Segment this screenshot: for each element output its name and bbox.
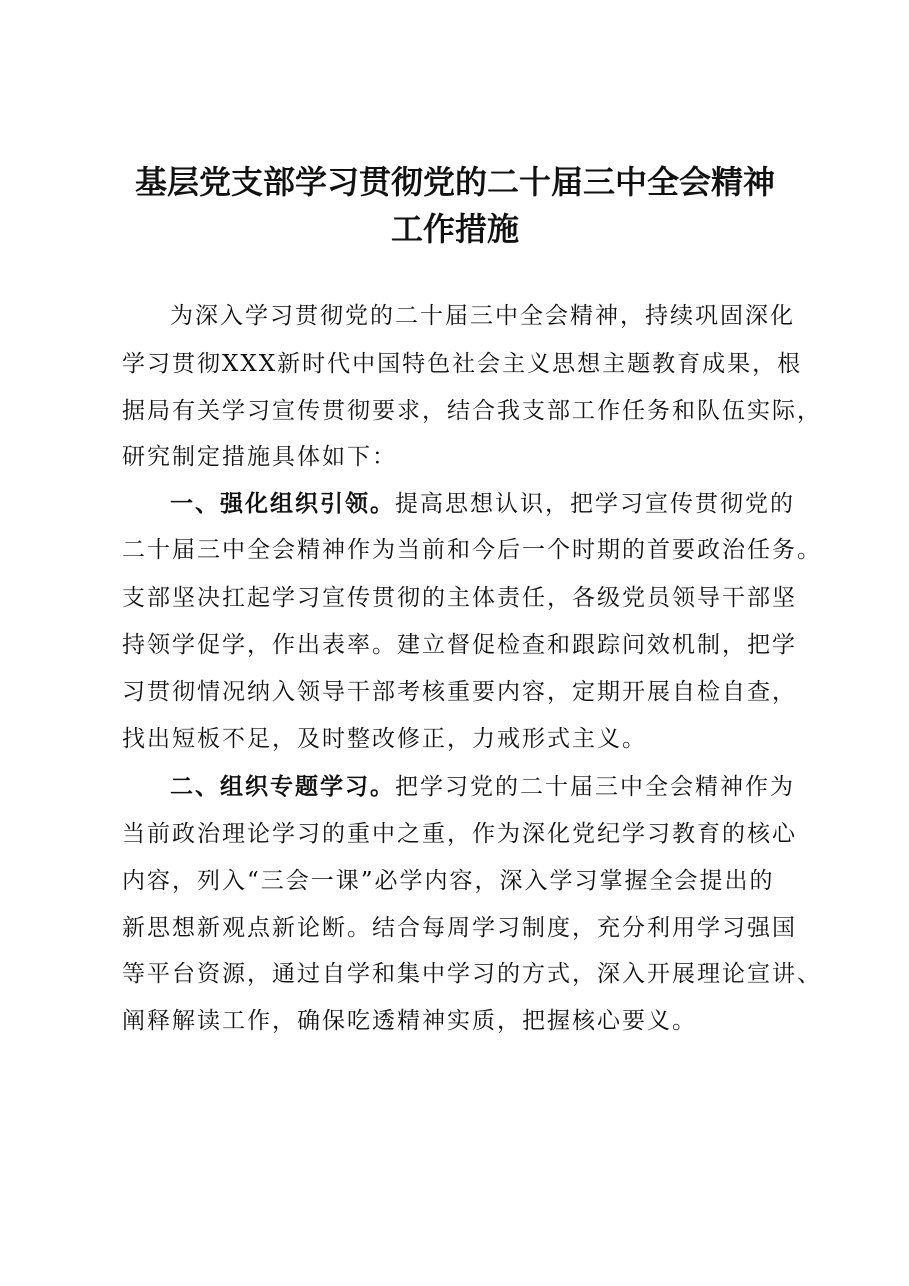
section1-line: 持领学促学，作出表率。建立督促检查和跟踪问效机制，把学 [122,632,797,658]
intro-line: 为深入学习贯彻党的二十届三中全会精神，持续巩固深化 [170,303,795,329]
section1-line: 习贯彻情况纳入领导干部考核重要内容，定期开展自检自查， [122,679,797,705]
section1-first-line [170,488,860,520]
document-title-line2: 工作措施 [390,210,519,248]
section1-line: 找出短板不足，及时整改修正，力戒形式主义。 [122,726,647,752]
section1-text: 提高思想认识，把学习宣传贯彻党的 [395,491,795,517]
section2-line: 内容，列入“三会一课”必学内容，深入学习掌握全会提出的 [122,868,775,894]
intro-line: 学习贯彻XXX新时代中国特色社会主义思想主题教育成果，根 [122,351,803,377]
section2-first-line [170,771,860,803]
section1-heading: 一、强化组织引领。 [170,491,395,517]
section2-heading: 二、组织专题学习。 [170,774,395,800]
section1-line: 支部坚决扛起学习宣传贯彻的主体责任，各级党员领导干部坚 [122,585,797,611]
section2-line: 阐释解读工作，确保吃透精神实质，把握核心要义。 [122,1008,697,1034]
section2-line: 新思想新观点新论断。结合每周学习制度，充分利用学习强国 [122,915,797,941]
document-title-line1: 基层党支部学习贯彻党的二十届三中全会精神 [134,163,775,201]
section1-line: 二十届三中全会精神作为当前和今后一个时期的首要政治任务。 [122,537,822,563]
section2-line: 当前政治理论学习的重中之重，作为深化党纪学习教育的核心 [122,821,797,847]
intro-line: 研究制定措施具体如下： [122,444,397,470]
section2-line: 等平台资源，通过自学和集中学习的方式，深入开展理论宣讲、 [122,961,822,987]
intro-line: 据局有关学习宣传贯彻要求，结合我支部工作任务和队伍实际， [122,398,822,424]
section2-text: 把学习党的二十届三中全会精神作为 [395,774,795,800]
